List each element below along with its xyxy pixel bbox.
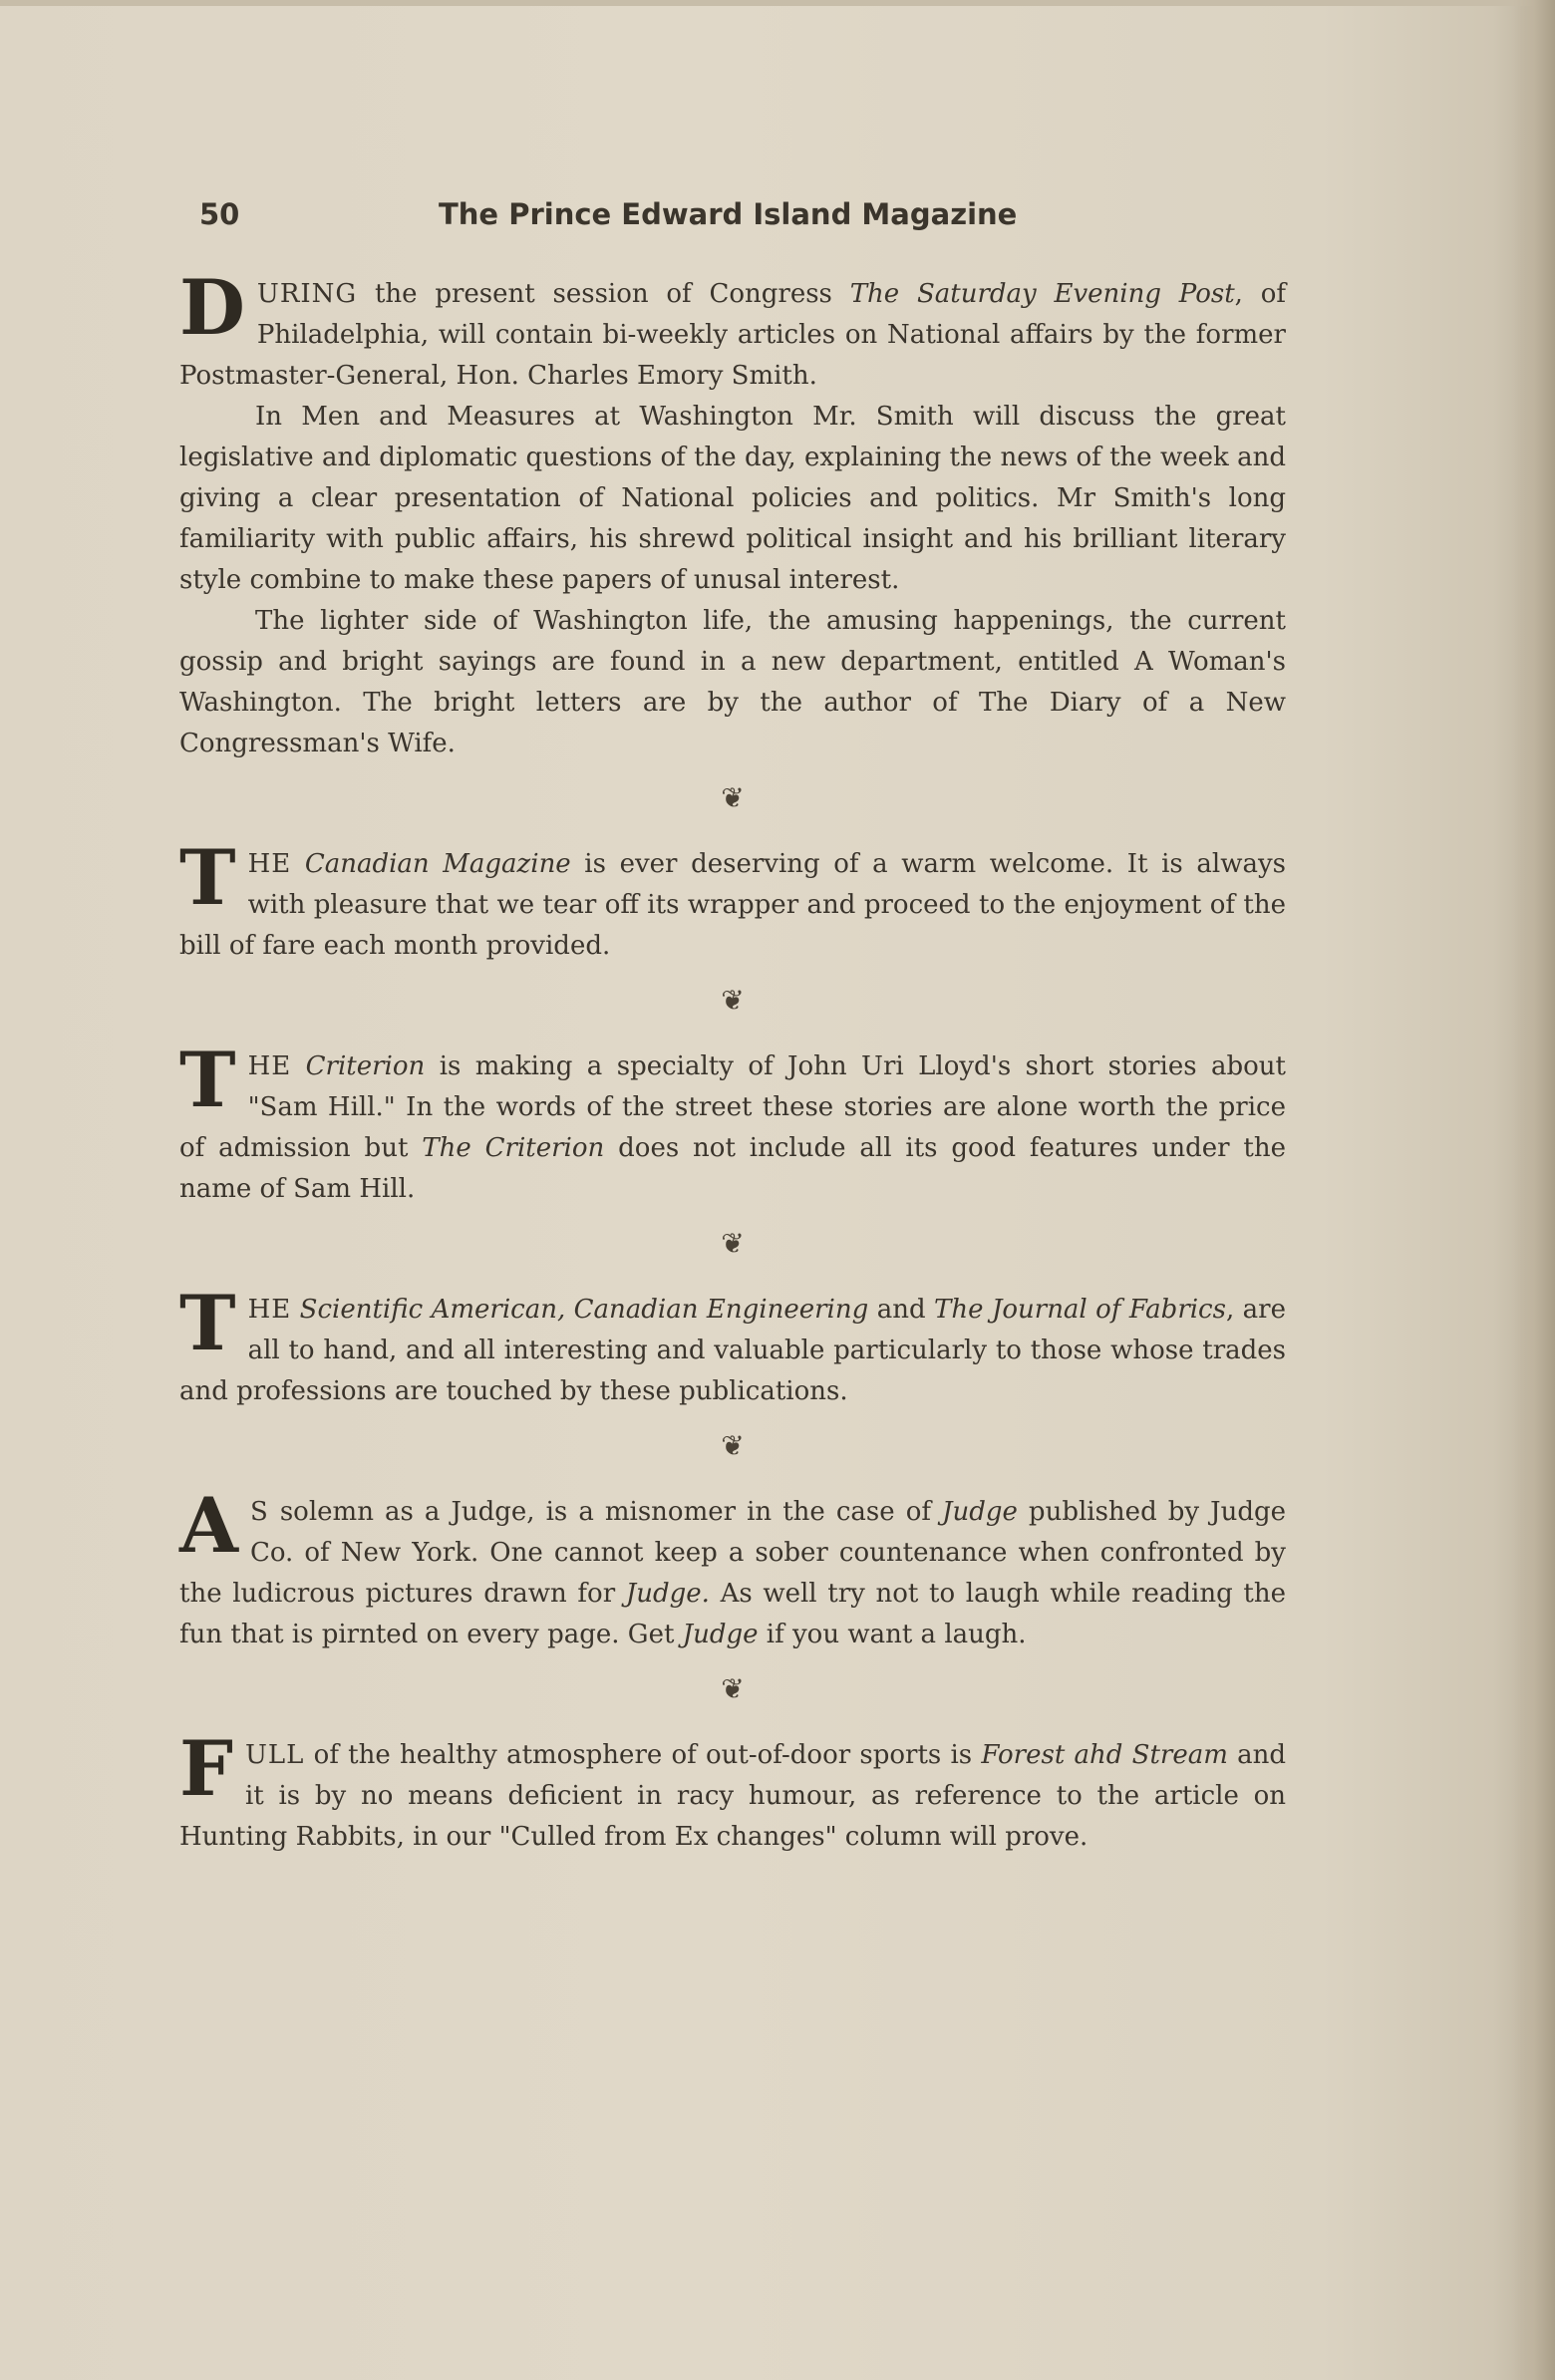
publication-title: Forest ahd Stream [981,1740,1228,1770]
paragraph-text: if you want a laugh. [758,1620,1027,1649]
publication-title: Judge [942,1497,1018,1527]
page-number: 50 [199,197,240,231]
publication-title: Canadian Magazine [291,849,571,879]
lead-word: HE [247,1051,292,1081]
paragraph-scientific-american [179,1279,1286,1412]
paragraph-text: and [868,1295,935,1325]
fleuron-separator-icon: ❦ [721,781,745,814]
paragraph-text: published by Judge Co. of New York. One cannot keep a sober countenance when confronted by the ludicrous pictures drawn for [179,1497,1286,1609]
drop-cap: T [179,1036,236,1124]
fleuron-separator-icon: ❦ [721,1672,745,1705]
article-column [179,263,1287,1858]
paragraph-text: , of Philadelphia, will contain bi-weekly articles on National affairs by the former Postmaster-General, Hon. Charles Emory Smith. [179,279,1286,391]
paragraph-text: the present session of Congress [357,279,850,309]
lead-word: HE [247,1295,292,1325]
page-binding-shadow [1513,0,1555,2380]
page-title: The Prince Edward Island Magazine [439,197,1018,231]
paragraph-text: and it is by no means deficient in racy humour, as reference to the article on Hunting Rabbits, in our "Culled from Ex changes" column will prove. [179,1740,1287,1852]
paragraph-canadian-magazine [179,833,1286,967]
paragraph-text: , are all to hand, and all interesting and valuable particularly to those whose trades and professions are touched by these publications. [179,1295,1286,1406]
publication-title: The Journal of Fabrics [934,1295,1226,1325]
paragraph-text: As well try not to laugh while reading the fun that is pirnted on every page. Get [179,1579,1286,1649]
publication-title: Scientific American, Canadian Engineering [291,1295,869,1325]
lead-word: URING [256,279,358,309]
publication-title: Judge. [625,1579,710,1609]
lead-word: ULL [244,1740,305,1770]
publication-title: The Criterion [422,1133,605,1163]
lead-word: S [249,1497,269,1527]
drop-cap: D [179,263,245,352]
paragraph-men-and-measures: In Men and Measures at Washington Mr. Smith will discuss the great legislative and diplomatic questions of the day, explaining the news of the week and giving a clear presentation of National policies and politics. Mr Smith's long familiarity with public affairs, his shrewd political insight and his brilliant literary style combine to make these papers of unusal interest. [179,402,1286,595]
fleuron-separator-icon: ❦ [721,1429,745,1462]
drop-cap: A [179,1481,238,1570]
paragraph-womans-washington: The lighter side of Washington life, the amusing happenings, the current gossip and bright sayings are found in a new department, entitled A Woman's Washington. The bright letters are by the author of The Diary of a New Congressman's Wife. [179,606,1286,758]
paragraph-judge [179,1481,1286,1655]
page-top-edge [0,0,1555,6]
lead-word: HE [247,849,292,879]
publication-title: Criterion [291,1051,426,1081]
paragraph-forest-and-stream [179,1724,1287,1858]
drop-cap: F [179,1724,233,1813]
paragraph-text: does not include all its good features under the name of Sam Hill. [179,1133,1287,1204]
fleuron-separator-icon: ❦ [721,1227,745,1260]
paragraph-text: of the healthy atmosphere of out-of-door sports is [304,1740,982,1770]
paragraph-saturday-evening-post [179,263,1286,397]
drop-cap: T [179,833,236,922]
page-header [199,197,1096,239]
paragraph-text: is making a specialty of John Uri Lloyd's short stories about "Sam Hill." In the words of the street these stories are alone worth the price of admission but [179,1051,1286,1163]
drop-cap: T [179,1279,236,1367]
paragraph-text: solemn as a Judge, is a misnomer in the case of [268,1497,943,1527]
paragraph-criterion [179,1036,1287,1210]
publication-title: Judge [682,1620,759,1649]
publication-title: The Saturday Evening Post [849,279,1235,309]
paragraph-text: is ever deserving of a warm welcome. It is always with pleasure that we tear off its wrapper and proceed to the enjoyment of the bill of fare each month provided. [179,849,1286,961]
fleuron-separator-icon: ❦ [721,984,745,1017]
